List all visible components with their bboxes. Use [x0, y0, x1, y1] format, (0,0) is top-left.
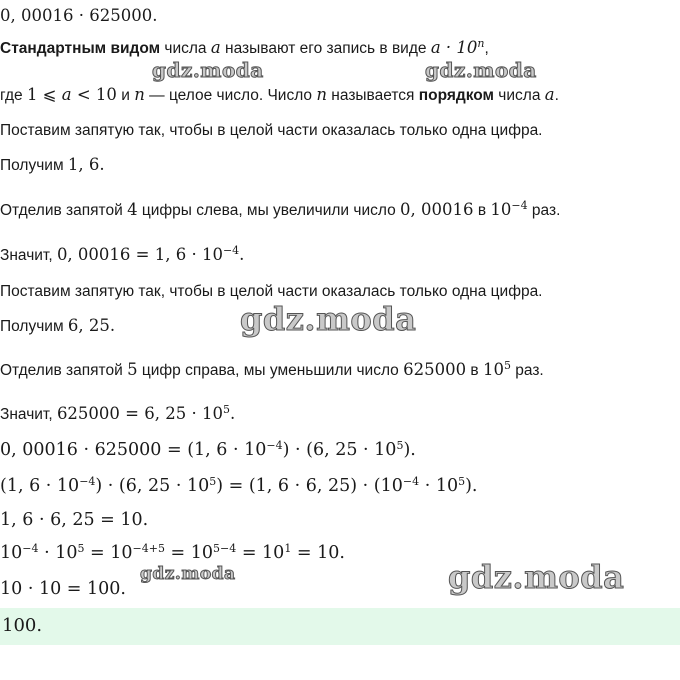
term-order: порядком	[418, 87, 494, 104]
line-conclusion-1: Значит, 0, 00016 = 1, $6 \cdot 10^{-4}$.	[0, 243, 245, 264]
line-expression: 0, 00016 · 625000.	[0, 6, 158, 25]
line-instruction-2: Поставим запятую так, чтобы в целой части оказалась только одна цифра.	[0, 283, 543, 300]
watermark-logo: gdz.moda	[152, 58, 264, 82]
line-mantissa-product: 1, 6 · 6, 25 = 10.	[0, 510, 149, 530]
formula: $a \cdot 10^n$	[430, 36, 485, 57]
text: — целое число. Число	[144, 87, 317, 104]
line-product: 0, 00016 · 625000 = (1, $6 \cdot 10^{-4}) \cdot (6$, $25 \cdot 10^5$).	[0, 438, 416, 460]
answer-box	[0, 608, 680, 645]
line-regroup: (1, $6 \cdot 10^{-4}) \cdot (6$, $25 \cdot 10^5) = (1$, 6 · 6, $25) \cdot (10^{-4} \cdot 10^5)$.	[0, 474, 478, 496]
line-result-2: Получим 6, 25.	[0, 316, 116, 335]
text: числа	[160, 40, 211, 57]
var: n	[316, 85, 327, 104]
answer-value: 100.	[2, 615, 43, 636]
line-shift-left: Отделив запятой 4 цифры слева, мы увеличили число 0, 00016 в $10^{-4}$ раз.	[0, 198, 561, 219]
var: n	[134, 85, 145, 104]
line-power-product: $10^{-4} \cdot 10^5 = 10^{-4+5} = 10^{5-4} = 10^1 = 10$.	[0, 541, 345, 563]
line-conclusion-2: Значит, 625000 = 6, $25 \cdot 10^5$.	[0, 402, 236, 423]
line-result-1: Получим 1, 6.	[0, 155, 105, 174]
line-instruction: Поставим запятую так, чтобы в целой части оказалась только одна цифра.	[0, 122, 543, 139]
line-final-product: 10 · 10 = 100.	[0, 579, 126, 599]
line-condition	[0, 85, 559, 106]
watermark-logo: gdz.moda	[140, 564, 236, 584]
text: называется	[327, 87, 419, 104]
watermark-logo: gdz.moda	[425, 58, 537, 82]
text: ,	[484, 40, 489, 57]
var: a	[210, 38, 221, 57]
line-definition	[0, 38, 489, 59]
formula: 1 ⩽ a < 10	[26, 85, 117, 104]
text: где	[0, 87, 27, 104]
text: называют его запись в виде	[220, 40, 431, 57]
var: a	[544, 85, 555, 104]
text: .	[554, 87, 559, 104]
text: числа	[494, 87, 545, 104]
watermark-logo: gdz.moda	[240, 300, 417, 338]
line-shift-right: Отделив запятой 5 цифр справа, мы уменьшили число 625000 в $10^5$ раз.	[0, 358, 544, 379]
term-standard-form: Стандартным видом	[0, 40, 161, 57]
text: и	[116, 87, 135, 104]
watermark-logo: gdz.moda	[448, 558, 625, 596]
